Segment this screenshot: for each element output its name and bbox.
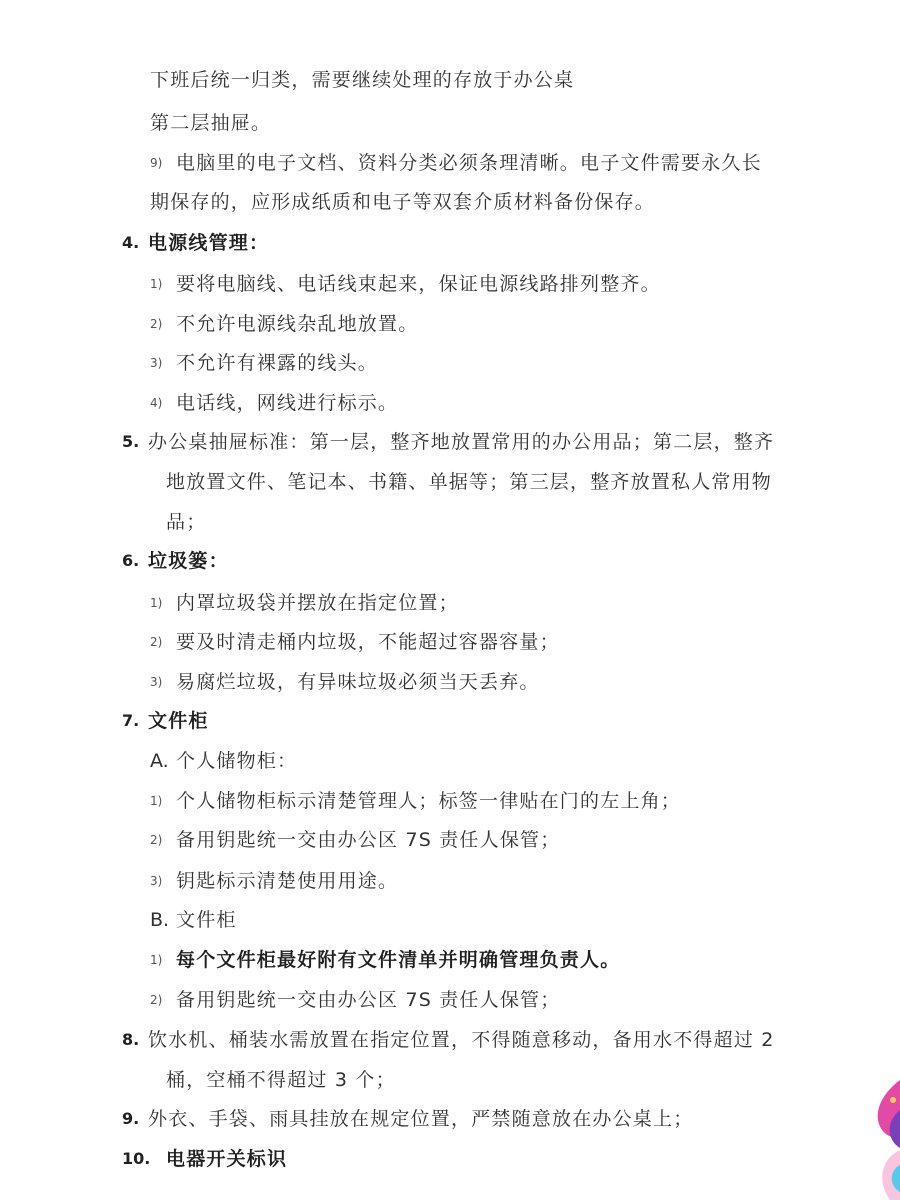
item-number: 2) [150, 993, 163, 1007]
item-text: 备用钥匙统一交由办公区 7S 责任人保管； [176, 989, 561, 1011]
item-number: 3) [150, 675, 163, 689]
subsection-label: A. [150, 750, 169, 772]
subsection-title: 个人储物柜： [176, 750, 298, 772]
item-number: 3) [150, 356, 163, 370]
section-number: 10. [122, 1149, 151, 1168]
item-number: 4) [150, 396, 163, 410]
section-number: 7. [122, 711, 140, 730]
section-number: 9. [122, 1109, 140, 1128]
continued-text-line-2: 第二层抽屉。 [150, 112, 272, 134]
item-text: 钥匙标示清楚使用用途。 [176, 870, 399, 892]
subsection-title: 文件柜 [176, 909, 237, 931]
section-title: 垃圾篓： [148, 550, 229, 572]
section-text: 饮水机、桶装水需放置在指定位置，不得随意移动，备用水不得超过 2 [148, 1029, 775, 1051]
subsection-label: B. [150, 909, 170, 931]
item-text: 内罩垃圾袋并摆放在指定位置； [176, 592, 459, 614]
item-text: 不允许有裸露的线头。 [176, 352, 379, 374]
item-number: 3) [150, 874, 163, 888]
section-number: 5. [122, 432, 140, 451]
section-text: 外衣、手袋、雨具挂放在规定位置，严禁随意放在办公桌上； [148, 1108, 694, 1130]
item-text-continued: 期保存的，应形成纸质和电子等双套介质材料备份保存。 [150, 191, 656, 213]
item-text: 要将电脑线、电话线束起来，保证电源线路排列整齐。 [176, 273, 661, 295]
continued-text-line-1: 下班后统一归类，需要继续处理的存放于办公桌 [150, 69, 575, 91]
item-number: 2) [150, 317, 163, 331]
item-text: 每个文件柜最好附有文件清单并明确管理负责人。 [176, 949, 621, 971]
item-number: 1) [150, 277, 163, 291]
item-text: 备用钥匙统一交由办公区 7S 责任人保管； [176, 829, 561, 851]
item-text: 易腐烂垃圾，有异味垃圾必须当天丢弃。 [176, 671, 540, 693]
item-text: 电话线，网线进行标示。 [176, 392, 399, 414]
section-number: 6. [122, 551, 140, 570]
item-number: 9) [150, 156, 163, 170]
section-title: 电源线管理： [148, 232, 270, 254]
section-number: 8. [122, 1030, 140, 1049]
section-title: 电器开关标识 [166, 1148, 288, 1170]
item-number: 1) [150, 953, 163, 967]
section-text-continued: 地放置文件、笔记本、书籍、单据等；第三层，整齐放置私人常用物 [166, 471, 773, 493]
item-number: 2) [150, 833, 163, 847]
item-number: 1) [150, 596, 163, 610]
section-title: 文件柜 [148, 710, 209, 732]
item-text: 要及时清走桶内垃圾，不能超过容器容量； [176, 631, 560, 653]
section-number: 4. [122, 233, 140, 252]
section-text: 办公桌抽屉标准：第一层，整齐地放置常用的办公用品；第二层，整齐 [148, 431, 775, 453]
item-text: 不允许电源线杂乱地放置。 [176, 313, 419, 335]
item-text: 电脑里的电子文档、资料分类必须条理清晰。电子文件需要永久长 [176, 152, 762, 174]
item-number: 1) [150, 794, 163, 808]
section-text-continued: 品； [166, 511, 207, 533]
item-number: 2) [150, 635, 163, 649]
item-text: 个人储物柜标示清楚管理人；标签一律贴在门的左上角； [176, 790, 682, 812]
corner-decoration-icon [860, 1040, 900, 1200]
section-text-continued: 桶，空桶不得超过 3 个； [166, 1069, 396, 1091]
